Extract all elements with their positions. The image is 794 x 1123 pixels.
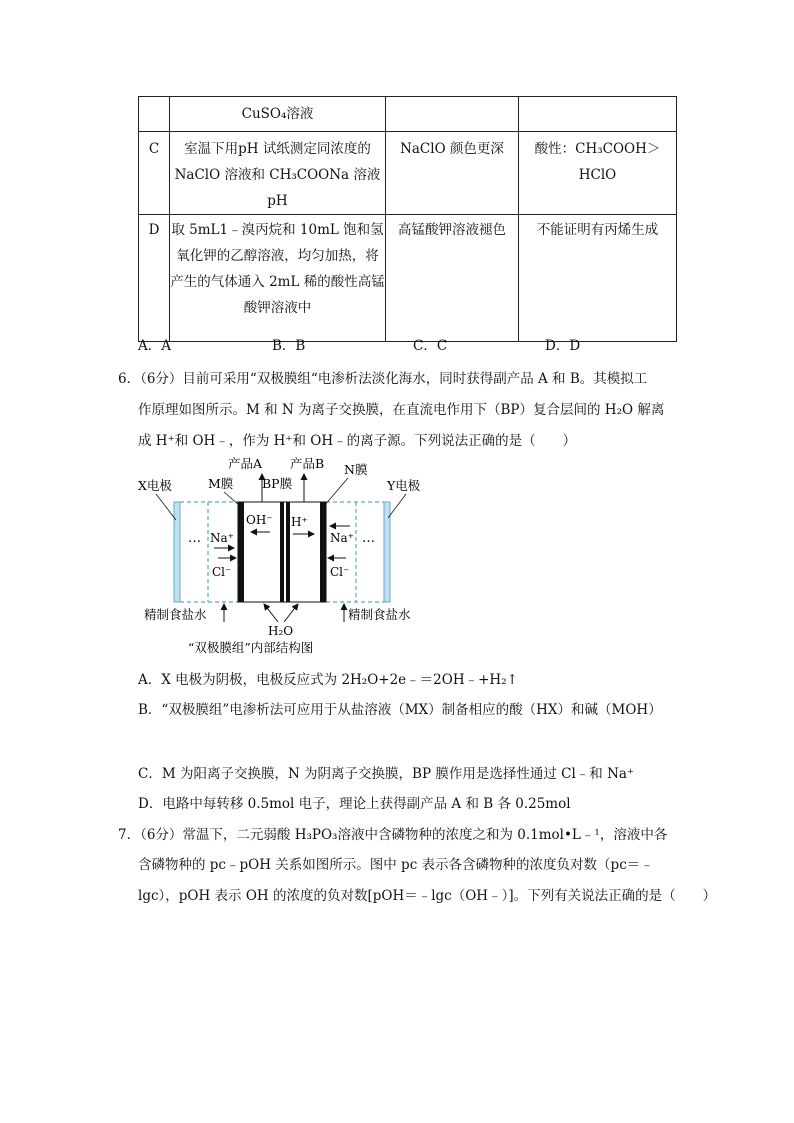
x-electrode-label: X电极 [138, 478, 172, 493]
q6-stem-line: 6．（6分）目前可采用“双极膜组“电渗析法淡化海水，同时获得副产品 A 和 B。其模拟工 [118, 371, 648, 387]
n-membrane [320, 502, 326, 602]
n-membrane-label: N膜 [344, 462, 368, 477]
procedure-line: 产生的气体通入 2mL 稀的酸性高锰 [170, 274, 385, 290]
row-label: C [139, 132, 170, 215]
table-row [139, 97, 677, 132]
q5-option-d[interactable]: D．D [545, 338, 581, 354]
bipolar-membrane-diagram [130, 452, 440, 657]
q6-stem-line: 作原理如图所示。M 和 N 为离子交换膜，在直流电作用下（BP）复合层间的 H₂O 解离 [138, 402, 665, 418]
conclusion-cell: 不能证明有丙烯生成 [519, 215, 677, 342]
q6-option-d[interactable]: D．电路中每转移 0.5mol 电子，理论上获得副产品 A 和 B 各 0.25mol [138, 796, 571, 812]
row-label: D [139, 215, 170, 342]
q6-option-c[interactable]: C．M 为阳离子交换膜，N 为阴离子交换膜，BP 膜作用是选择性通过 Cl﹣和 Na⁺ [138, 766, 635, 782]
q7-stem-line: 7．（6分）常温下，二元弱酸 H₃PO₃溶液中含磷物种的浓度之和为 0.1mol•L﹣¹，溶液中各 [118, 827, 668, 843]
q5-option-c[interactable]: C．C [413, 338, 448, 354]
bp-membrane-label: BP膜 [262, 476, 293, 491]
bp-membrane-right [286, 502, 290, 602]
phenomenon-cell: NaClO 颜色更深 [386, 132, 519, 215]
m-membrane [238, 502, 244, 602]
table-row [139, 215, 677, 342]
q7-stem-line: 含磷物种的 pc﹣pOH 关系如图所示。图中 pc 表示各含磷物种的浓度负对数（pc＝﹣ [138, 857, 654, 873]
dots-right: … [362, 531, 375, 546]
brine-right-label: 精制食盐水 [348, 607, 411, 622]
q6-option-b[interactable]: B．“双极膜组”电渗析法可应用于从盐溶液（MX）制备相应的酸（HX）和碱（MOH） [138, 702, 662, 718]
x-electrode-plate [174, 502, 180, 602]
conclusion-cell: 酸性：CH₃COOH＞HClO [519, 132, 677, 215]
q7-stem-line: lgc），pOH 表示 OH 的浓度的负对数[pOH＝﹣lgc（OH﹣）]。下列有关说法正确的是（ ） [138, 888, 717, 904]
conclusion-cell [519, 97, 677, 132]
phenomenon-cell: 高锰酸钾溶液褪色 [386, 215, 519, 342]
procedure-cell [170, 132, 386, 215]
cl-left-label: Cl⁻ [212, 565, 232, 579]
procedure-line: 酸钾溶液中 [243, 300, 312, 316]
h2o-label: H₂O [268, 624, 294, 638]
na-right-label: Na⁺ [330, 531, 354, 545]
dots-left: … [188, 531, 201, 546]
h-ion-label: H⁺ [291, 515, 308, 529]
diagram-caption: “双极膜组”内部结构图 [188, 640, 314, 655]
procedure-cell [170, 215, 386, 342]
procedure-cell: CuSO₄溶液 [170, 97, 386, 132]
brine-left-label: 精制食盐水 [144, 607, 207, 622]
phenomenon-cell [386, 97, 519, 132]
product-b-label: 产品B [290, 456, 325, 471]
row-label [139, 97, 170, 132]
product-a-label: 产品A [228, 456, 263, 471]
q6-stem-line: 成 H⁺和 OH﹣，作为 H⁺和 OH﹣的离子源。下列说法正确的是（ ） [138, 433, 577, 449]
y-electrode-label: Y电极 [387, 478, 421, 493]
bp-membrane-left [280, 502, 284, 602]
table-row [139, 132, 677, 215]
q6-option-a[interactable]: A．X 电极为阴极，电极反应式为 2H₂O+2e﹣＝2OH﹣+H₂↑ [138, 672, 518, 688]
q5-option-a[interactable]: A．A [138, 338, 171, 354]
procedure-line: 取 5mL1﹣溴丙烷和 10mL 饱和氢 [171, 222, 384, 238]
q5-option-b[interactable]: B．B [272, 338, 306, 354]
procedure-line: NaClO 溶液和 CH₃COONa 溶液 pH [174, 167, 381, 209]
experiment-table [138, 96, 677, 342]
procedure-line: 氧化钾的乙醇溶液，均匀加热，将 [176, 248, 379, 264]
oh-ion-label: OH⁻ [246, 513, 273, 527]
cl-right-label: Cl⁻ [330, 565, 350, 579]
m-membrane-label: M膜 [208, 476, 234, 491]
na-left-label: Na⁺ [210, 531, 234, 545]
procedure-line: 室温下用pH 试纸测定同浓度的 [184, 141, 371, 157]
